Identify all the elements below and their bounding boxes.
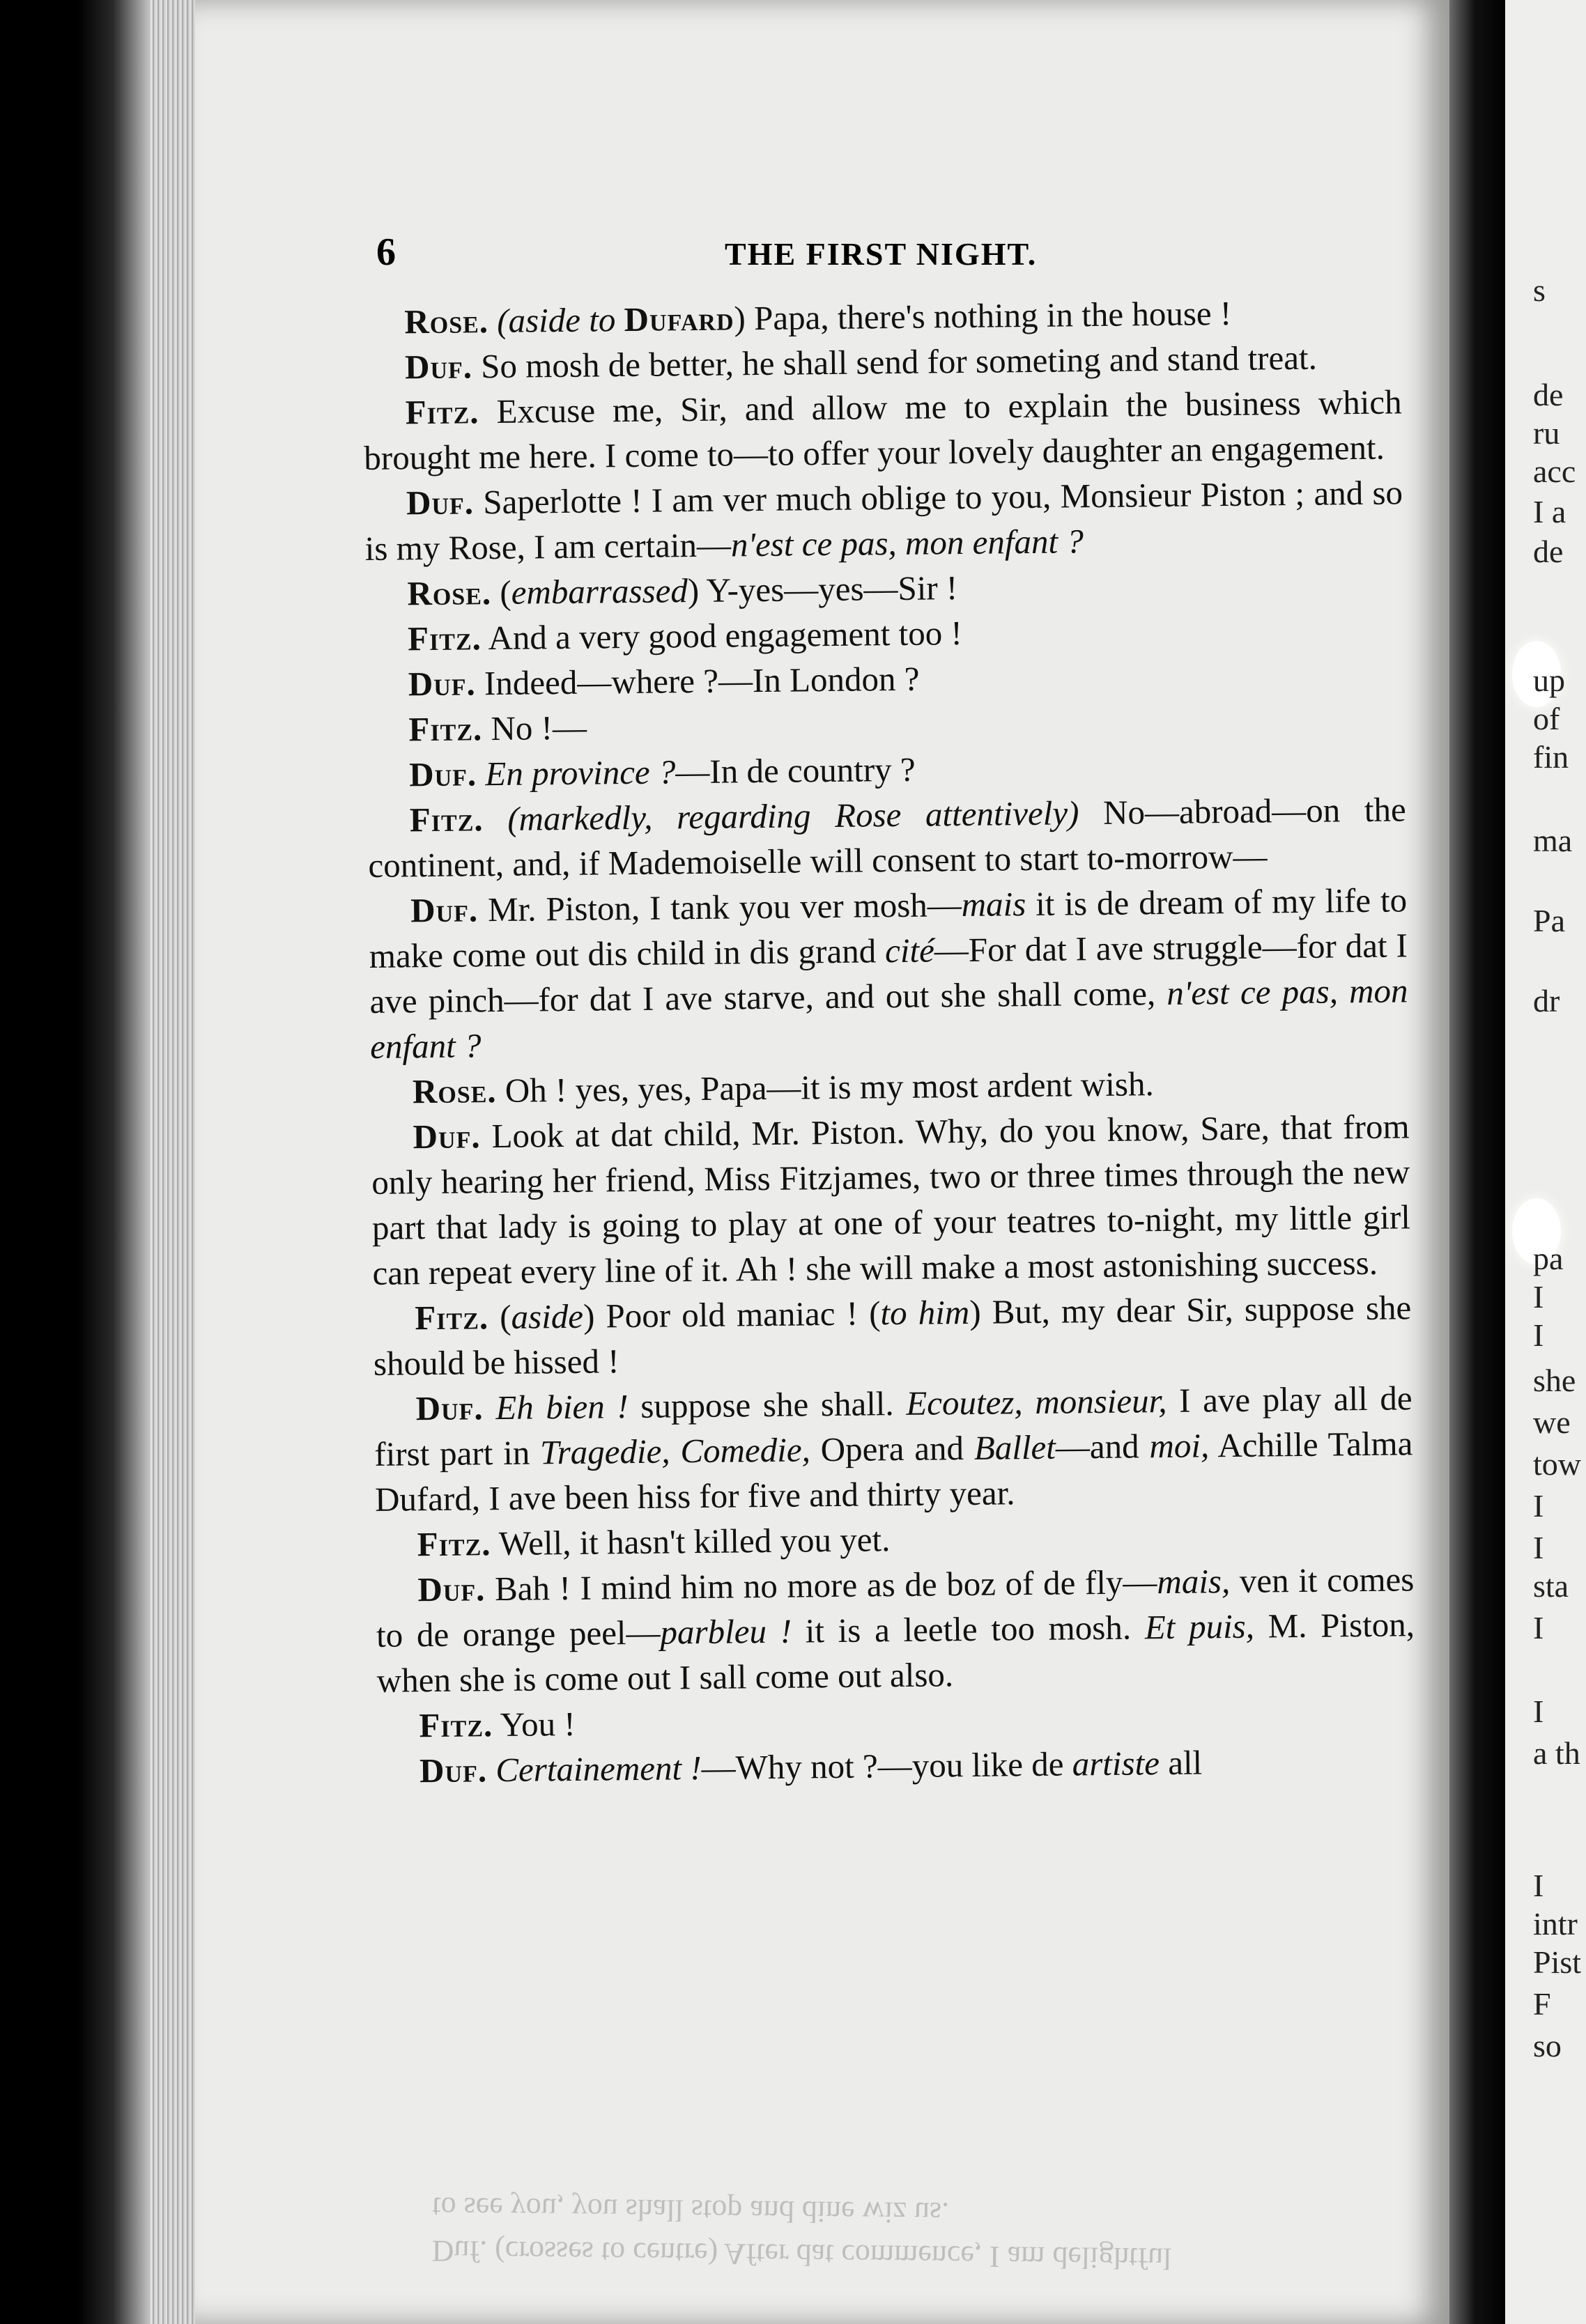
speech-text: Oh ! yes, yes, Papa—it is my most ardent wish.	[496, 1064, 1154, 1110]
facing-page-fragment: I a	[1533, 494, 1566, 529]
speech-text: Well, it hasn't killed you yet.	[491, 1520, 891, 1563]
speaker-name: Duf.	[417, 1570, 486, 1609]
stage-direction: n'est ce pas, mon enfant ?	[369, 971, 1408, 1066]
dialogue-line	[363, 379, 1402, 481]
facing-page-fragment: I	[1533, 1694, 1544, 1729]
facing-page-fragment: de	[1533, 377, 1564, 412]
stage-direction: mais	[961, 885, 1026, 924]
speech-text: Saperlotte ! I am ver much oblige to you, Monsieur Piston ; and so is my Rose, I am certain—	[364, 473, 1403, 568]
speech-text: suppose she shall.	[628, 1384, 907, 1426]
speaker-name: Duf.	[410, 890, 479, 930]
facing-page-fragment: up	[1533, 663, 1565, 698]
facing-page-fragment: we	[1533, 1404, 1571, 1440]
speech-text	[483, 800, 507, 838]
speech-text: Indeed—where ?—In London ?	[475, 659, 920, 703]
speaker-name: Fitz.	[417, 1524, 491, 1564]
stage-direction: artiste	[1072, 1744, 1160, 1783]
facing-page-fragment: dr	[1533, 983, 1560, 1018]
facing-page-fragment: I	[1533, 1279, 1544, 1315]
speech-text: No !—	[482, 708, 587, 748]
bleed-through-line: to see you, you shall stop and dine wiz us.	[432, 2190, 950, 2231]
stage-direction: Ballet	[973, 1427, 1056, 1467]
stage-direction: n'est ce pas, mon enfant ?	[730, 522, 1084, 564]
facing-page-fragment: so	[1533, 2028, 1562, 2063]
stage-direction: embarrassed	[511, 571, 688, 612]
dialogue-text	[362, 288, 1416, 1793]
speech-text	[487, 1751, 496, 1789]
speech-text: Excuse me, Sir, and allow me to explain the business which brought me here. I come to—to offer your lovely daughter an engagement.	[364, 382, 1402, 477]
speech-text: You !	[492, 1704, 576, 1744]
speech-text: So mosh de better, he shall send for someting and stand treat.	[472, 338, 1318, 386]
facing-page-fragment: acc	[1533, 454, 1576, 489]
page-edges	[150, 0, 202, 2324]
speech-text: —For dat I ave struggle—for dat I ave pinch—for dat I ave starve, and out she shall come,	[369, 926, 1408, 1021]
dialogue-line	[373, 1285, 1412, 1386]
stage-direction: Tragedie, Comedie,	[539, 1430, 811, 1472]
stage-direction: cité	[884, 931, 935, 970]
speech-text: —and	[1055, 1427, 1150, 1466]
speech-text: Opera and	[810, 1428, 975, 1469]
stage-direction: Ecoutez, monsieur,	[905, 1381, 1167, 1423]
facing-page-fragment: she	[1533, 1363, 1576, 1398]
dialogue-line	[364, 470, 1403, 571]
speech-text: Bah ! I mind him no more as de boz of de fly—	[485, 1563, 1157, 1609]
facing-page-fragment: ru	[1533, 415, 1560, 451]
speech-text: Look at dat child, Mr. Piston. Why, do you know, Sare, that from only hearing her friend, Miss Fitzjames, two or three times through the new part that lady is going to play at one of your teatres to-night, my little girl can repeat every line of it. Ah ! she will make a most astonishing success.	[371, 1107, 1411, 1292]
facing-page-fragment: F	[1533, 1986, 1551, 2022]
speaker-name: Duf.	[413, 1117, 481, 1156]
stage-direction: (aside to	[496, 300, 624, 340]
speaker-name: Fitz.	[407, 619, 482, 658]
facing-page-fragment: I	[1533, 1610, 1544, 1645]
bleed-through-line: Duf. (crosses to centre) After dat commence, I am delightful	[431, 2233, 1172, 2276]
speech-text	[477, 754, 486, 793]
stage-direction: (markedly, regarding Rose attentively)	[507, 793, 1079, 838]
speech-text: And a very good engagement too !	[481, 614, 963, 658]
speech-text: ) Poor old maniac ! (	[583, 1294, 881, 1335]
facing-page-fragment: of	[1533, 701, 1560, 736]
speech-text: ) But, my dear Sir, suppose she should be hissed !	[373, 1288, 1412, 1383]
facing-page-fragment: I	[1533, 1868, 1544, 1903]
stage-direction: En province ?	[485, 752, 676, 793]
speaker-name: Duf.	[404, 347, 473, 387]
page-number: 6	[376, 231, 396, 274]
facing-page-fragment: Pist	[1533, 1944, 1582, 1980]
speech-text: (	[491, 573, 511, 612]
speaker-name: Fitz.	[415, 1298, 489, 1338]
stage-direction: aside	[511, 1296, 584, 1336]
dialogue-line	[367, 787, 1406, 888]
facing-page-fragment: a th	[1533, 1735, 1580, 1771]
book-gutter-shadow	[0, 0, 174, 2324]
facing-page-fragment: ma	[1533, 823, 1573, 858]
facing-page-fragment: de	[1533, 534, 1564, 569]
facing-page-fragment: Pa	[1533, 903, 1565, 938]
speaker-name: Duf.	[406, 483, 475, 522]
speech-text: all	[1159, 1743, 1203, 1783]
stage-direction: mais,	[1157, 1562, 1231, 1602]
facing-page-fragment: sta	[1533, 1568, 1569, 1604]
speaker-name: Duf.	[408, 754, 477, 794]
speech-text: it is de dream of my life to make come out dis child in dis grand	[369, 881, 1408, 975]
bleed-through-text	[431, 2186, 1408, 2283]
stage-direction: Et puis,	[1144, 1606, 1255, 1647]
facing-page-fragment: intr	[1533, 1906, 1578, 1942]
stage-direction: moi,	[1149, 1426, 1210, 1466]
speech-text: ven it comes to de orange peel—	[376, 1560, 1415, 1655]
speaker-name: Rose.	[412, 1071, 497, 1111]
facing-page-fragment: s	[1533, 272, 1546, 308]
speech-text: Mr. Piston, I tank you ver mosh—	[477, 885, 962, 929]
speech-text: ) Y-yes—yes—Sir !	[687, 568, 958, 610]
speaker-name: Duf.	[415, 1388, 484, 1428]
facing-page-fragment: I	[1533, 1488, 1544, 1524]
speaker-name: Fitz.	[408, 709, 483, 749]
speaker-name: Dufard	[624, 299, 734, 339]
facing-page-fragment: I	[1533, 1530, 1544, 1565]
speaker-name: Duf.	[408, 664, 477, 704]
facing-page-fragment: fin	[1533, 739, 1569, 775]
facing-page-fragment: tow	[1533, 1446, 1581, 1482]
stage-direction: Certainement !	[495, 1749, 702, 1790]
dialogue-line	[371, 1103, 1411, 1296]
speaker-name: Duf.	[419, 1751, 488, 1790]
book-spine	[1449, 0, 1505, 2324]
speech-text: ) Papa, there's nothing in the house !	[734, 293, 1232, 338]
running-title: THE FIRST NIGHT.	[725, 236, 1038, 272]
speech-text: I ave play all de first part in	[374, 1379, 1412, 1473]
speaker-name: Rose.	[404, 302, 489, 341]
stage-direction: to him	[880, 1292, 970, 1333]
speaker-name: Fitz.	[405, 392, 479, 432]
speaker-name: Fitz.	[419, 1705, 493, 1745]
speaker-name: Rose.	[407, 573, 492, 613]
speech-text: —Why not ?—you like de	[701, 1744, 1072, 1788]
facing-page-fragment: I	[1533, 1317, 1544, 1353]
stage-direction: Eh bien !	[495, 1387, 629, 1427]
speech-text	[488, 302, 498, 340]
dialogue-line	[369, 877, 1409, 1069]
speech-text: M. Piston, when she is come out I sall come out also.	[376, 1605, 1415, 1700]
dialogue-line	[376, 1556, 1415, 1703]
speech-text: No—abroad—on the continent, and, if Mademoiselle will consent to start to-morrow—	[368, 790, 1407, 885]
stage-direction: parbleu !	[660, 1611, 792, 1652]
dialogue-line	[374, 1375, 1413, 1522]
facing-page-fragment: pa	[1533, 1241, 1564, 1276]
speech-text: Achille Talma Dufard, I ave been hiss for five and thirty year.	[374, 1424, 1413, 1519]
running-header	[376, 230, 1586, 286]
speech-text	[483, 1388, 495, 1427]
speech-text: (	[488, 1297, 511, 1337]
speaker-name: Fitz.	[409, 800, 484, 839]
speech-text: it is a leetle too mosh.	[791, 1608, 1146, 1650]
speech-text: —In de country ?	[675, 750, 916, 791]
